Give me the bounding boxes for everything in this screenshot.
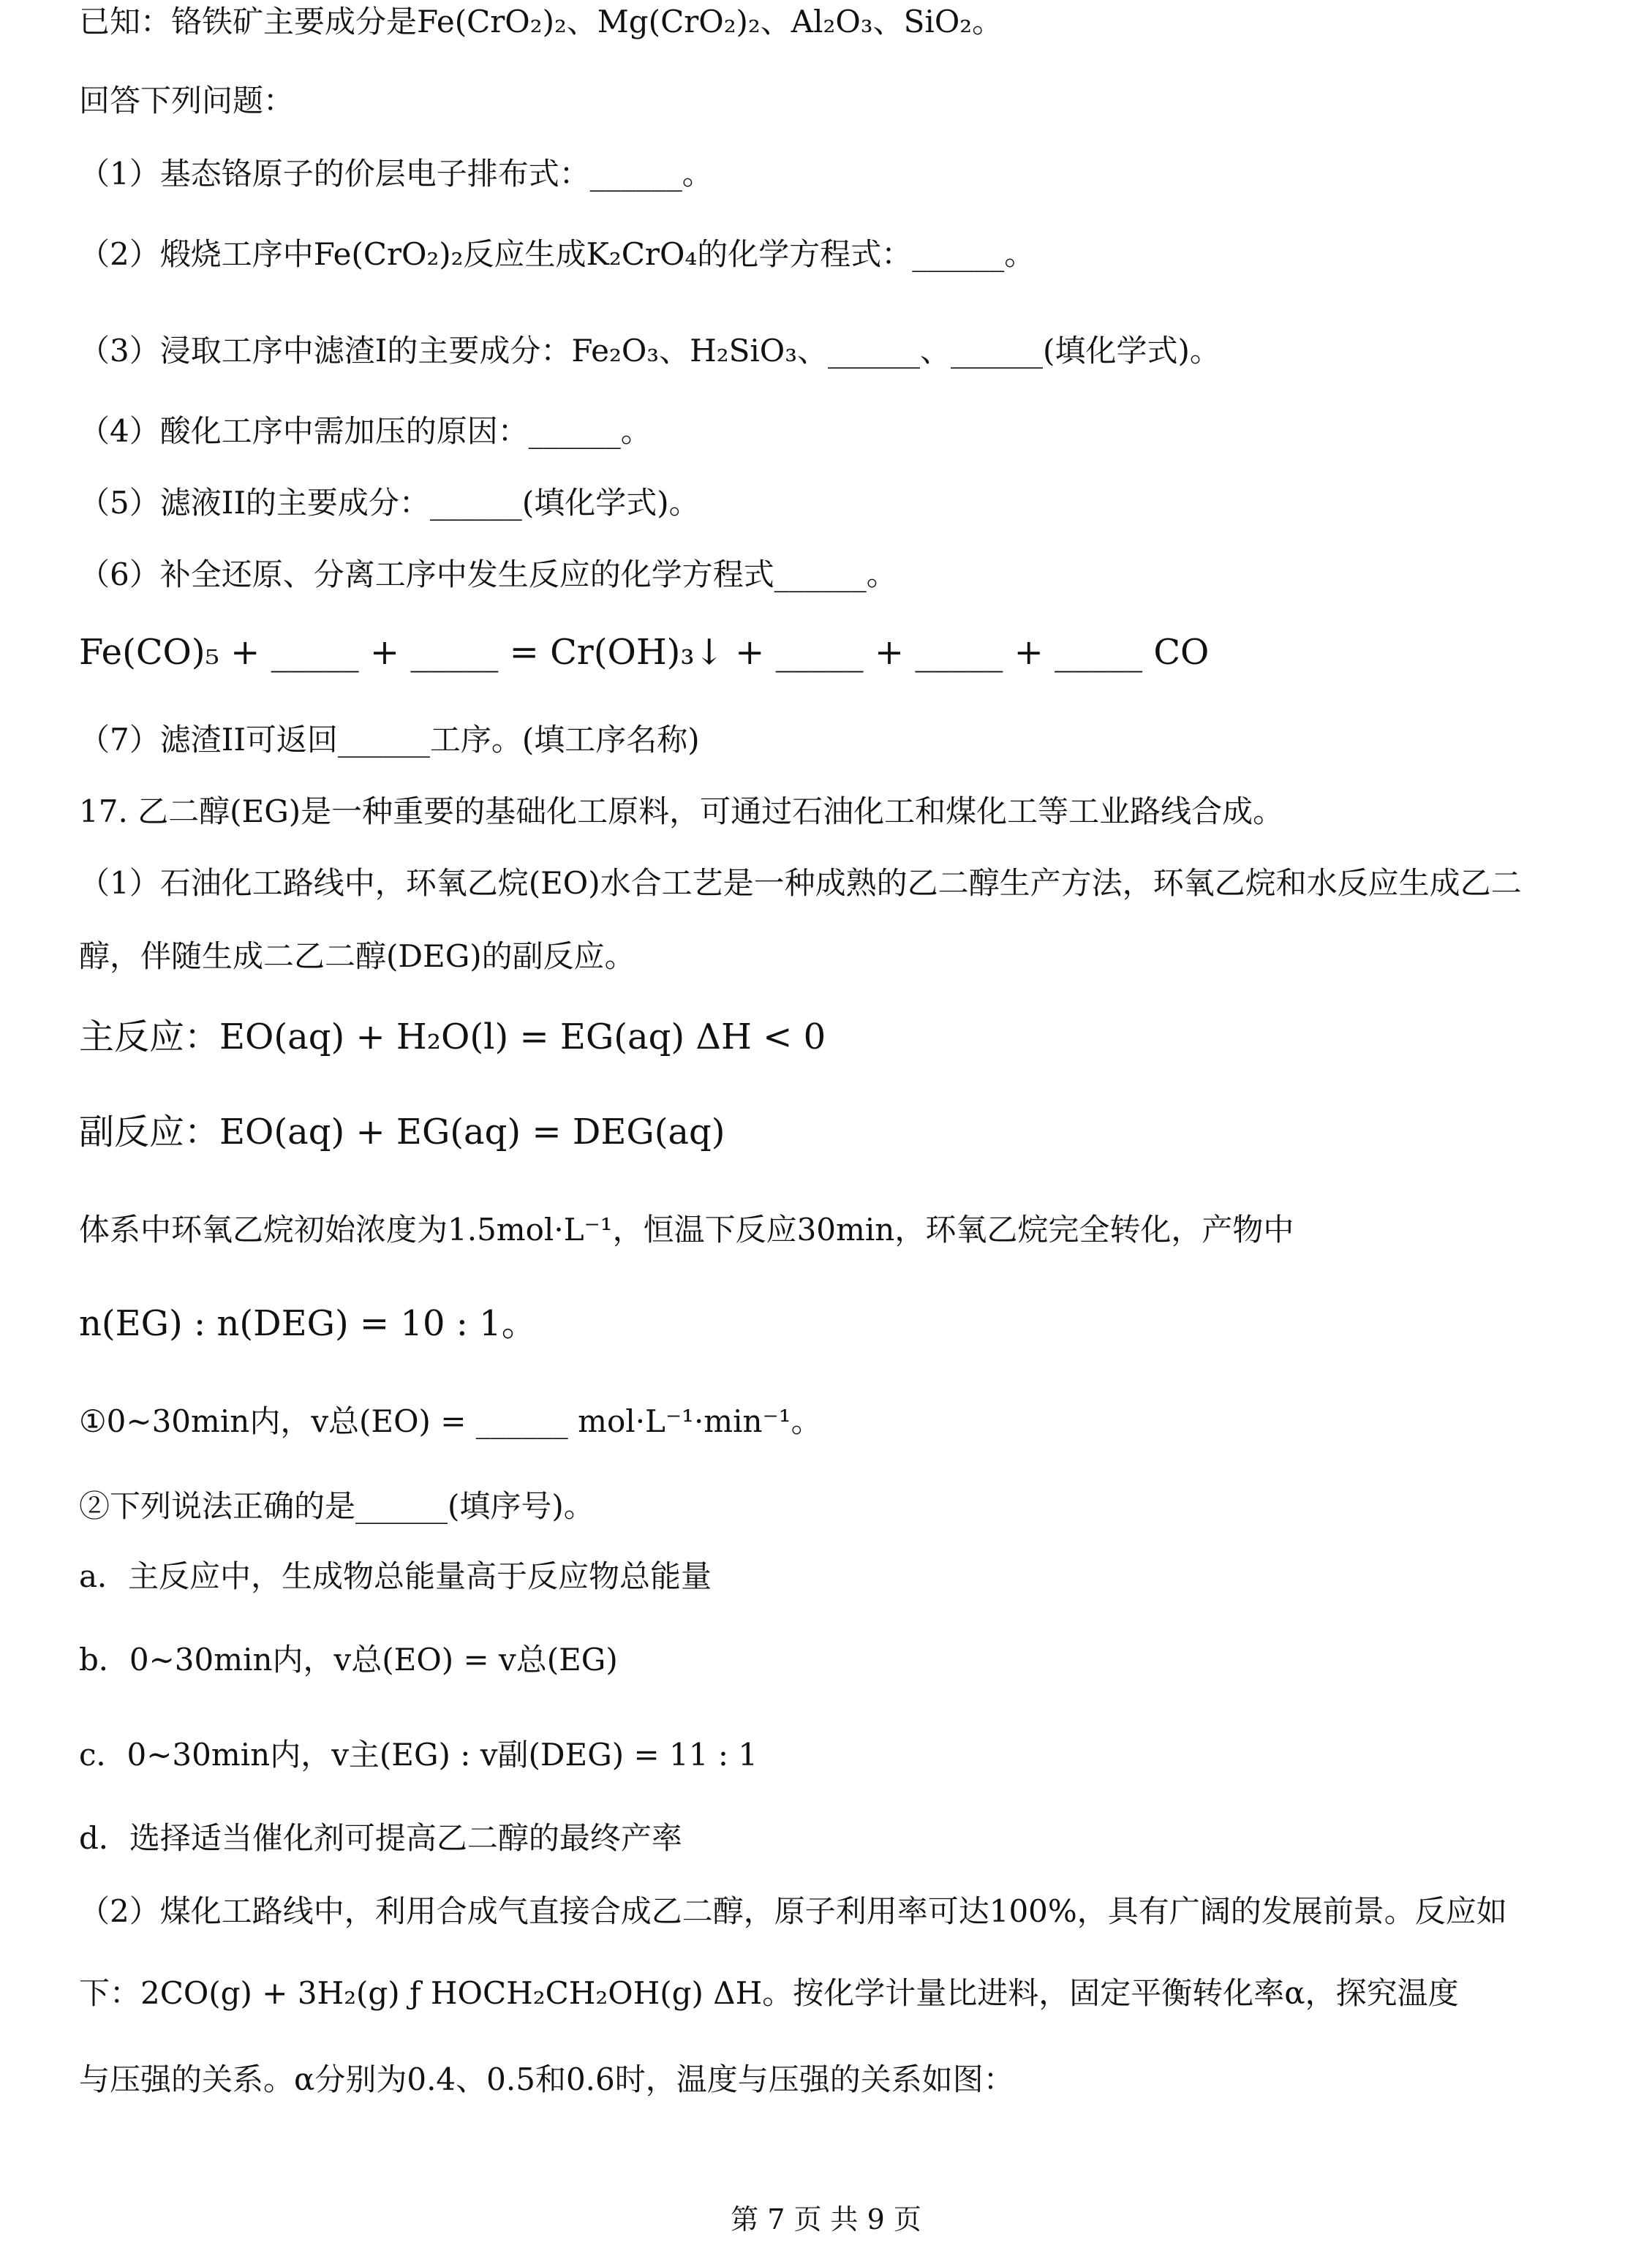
option-d: d．选择适当催化剂可提高乙二醇的最终产率 [79, 1820, 682, 1856]
equation-line: Fe(CO)₅ + _____ + _____ = Cr(OH)₃↓ + _____ + _____ + _____ CO [79, 632, 1210, 673]
main-reaction: 主反应：EO(aq) + H₂O(l) = EG(aq) ΔH < 0 [79, 1016, 826, 1057]
text-line: 体系中环氧乙烷初始浓度为1.5mol·L⁻¹，恒温下反应30min，环氧乙烷完全转化，产物中 [79, 1212, 1294, 1248]
text-line: 已知：铬铁矿主要成分是Fe(CrO₂)₂、Mg(CrO₂)₂、Al₂O₃、SiO₂。 [79, 4, 1003, 39]
question-17-title: 17. 乙二醇(EG)是一种重要的基础化工原料，可通过石油化工和煤化工等工业路线合成。 [79, 793, 1284, 829]
text-line: （2）煤化工路线中，利用合成气直接合成乙二醇，原子利用率可达100%，具有广阔的发展前景。反应如 [79, 1893, 1507, 1929]
text-line: （6）补全还原、分离工序中发生反应的化学方程式______。 [79, 556, 897, 592]
text-line: 回答下列问题： [79, 83, 295, 118]
text-line: （7）滤渣II可返回______工序。(填工序名称) [79, 722, 700, 758]
text-line: 醇，伴随生成二乙二醇(DEG)的副反应。 [79, 938, 635, 974]
text-line: （4）酸化工序中需加压的原因：______。 [79, 413, 652, 449]
text-line: （5）滤液II的主要成分：______(填化学式)。 [79, 485, 700, 521]
text-line: （3）浸取工序中滤渣I的主要成分：Fe₂O₃、H₂SiO₃、______、______(填化学式)。 [79, 333, 1221, 369]
text-line: （2）煅烧工序中Fe(CrO₂)₂反应生成K₂CrO₄的化学方程式：______。 [79, 236, 1036, 272]
option-a: a．主反应中，生成物总能量高于反应物总能量 [79, 1558, 712, 1594]
text-line: （1）基态铬原子的价层电子排布式：______。 [79, 156, 713, 192]
page-footer: 第 7 页 共 9 页 [731, 2203, 921, 2235]
text-line: （1）石油化工路线中，环氧乙烷(EO)水合工艺是一种成熟的乙二醇生产方法，环氧乙烷和水反应生成乙二 [79, 865, 1522, 901]
subquestion-1: ①0~30min内，v总(EO) = ______ mol·L⁻¹·min⁻¹。 [79, 1403, 822, 1439]
option-c: c．0~30min内，v主(EG) : v副(DEG) = 11 : 1 [79, 1737, 758, 1773]
option-b: b．0~30min内，v总(EO) = v总(EG) [79, 1642, 618, 1678]
ratio-line: n(EG) : n(DEG) = 10 : 1。 [79, 1303, 537, 1344]
text-line: 与压强的关系。α分别为0.4、0.5和0.6时，温度与压强的关系如图： [79, 2061, 1014, 2097]
text-line: 下：2CO(g) + 3H₂(g) ƒ HOCH₂CH₂OH(g) ΔH。按化学计量比进料，固定平衡转化率α，探究温度 [79, 1975, 1459, 2011]
subquestion-2: ②下列说法正确的是______(填序号)。 [79, 1488, 595, 1524]
side-reaction: 副反应：EO(aq) + EG(aq) = DEG(aq) [79, 1112, 725, 1152]
